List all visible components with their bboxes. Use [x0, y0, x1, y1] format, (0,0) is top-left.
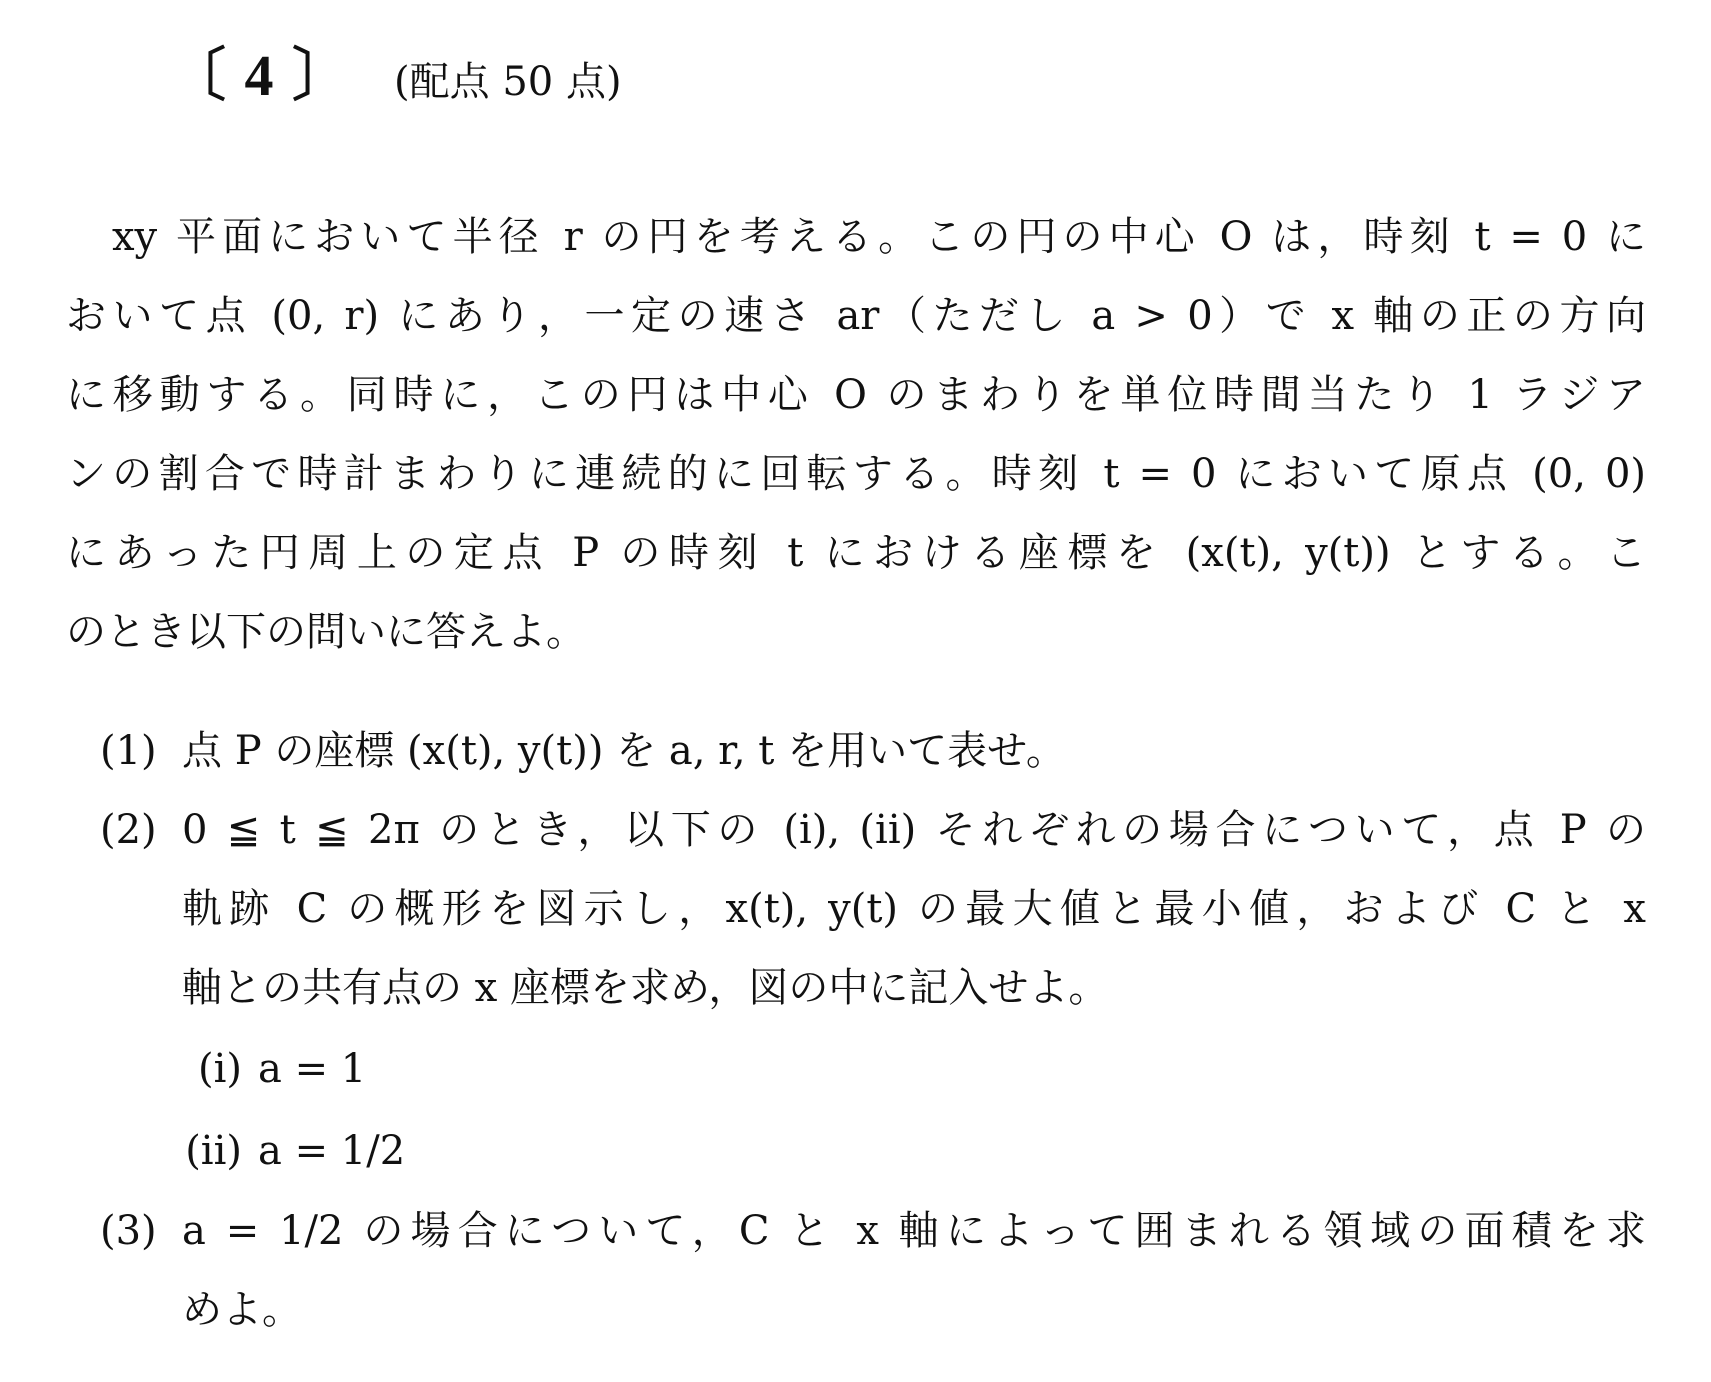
statement-line: おいて点 (0, r) にあり，一定の速さ ar（ただし a > 0）で x 軸の正の方向 — [66, 293, 1646, 339]
subcase-ii — [100, 1110, 1646, 1192]
statement-line: のとき以下の問いに答えよ。 — [66, 609, 586, 655]
subcase-number: (i) — [197, 1046, 242, 1092]
question-text: 軸との共有点の x 座標を求め，図の中に記入せよ。 — [182, 965, 1109, 1011]
question-number: (1) — [100, 728, 157, 774]
question-2 — [100, 791, 1646, 1192]
subcase-i — [100, 1028, 1646, 1110]
subcase-condition: a = 1 — [258, 1046, 367, 1092]
problem-statement — [66, 198, 1646, 672]
subcase-number: (ii) — [185, 1128, 242, 1174]
question-3 — [100, 1192, 1646, 1350]
question-list — [100, 712, 1646, 1350]
question-text: 軌跡 C の概形を図示し，x(t), y(t) の最大値と最小値，および C と x — [182, 886, 1646, 932]
question-text: 点 P の座標 (x(t), y(t)) を a, r, t を用いて表せ。 — [182, 728, 1066, 774]
statement-line: にあった円周上の定点 P の時刻 t における座標を (x(t), y(t)) とする。こ — [66, 530, 1646, 576]
statement-line: xy 平面において半径 r の円を考える。この円の中心 O は，時刻 t = 0 に — [112, 214, 1646, 260]
question-text: めよ。 — [182, 1287, 302, 1333]
statement-line: に移動する。同時に，この円は中心 O のまわりを単位時間当たり 1 ラジア — [66, 372, 1646, 418]
points-allocation: (配点 50 点) — [394, 59, 622, 105]
problem-header — [168, 28, 622, 112]
subcase-condition: a = 1/2 — [258, 1128, 406, 1174]
question-number: (2) — [100, 807, 157, 853]
question-1 — [100, 712, 1646, 791]
statement-line: ンの割合で時計まわりに連続的に回転する。時刻 t = 0 において原点 (0, 0) — [66, 451, 1646, 497]
question-number: (3) — [100, 1208, 157, 1254]
problem-number: 〔 4 〕 — [168, 43, 353, 108]
question-text: a = 1/2 の場合について，C と x 軸によって囲まれる領域の面積を求 — [182, 1208, 1646, 1254]
question-text: 0 ≦ t ≦ 2π のとき，以下の (i), (ii) それぞれの場合について，点 P の — [182, 807, 1646, 853]
